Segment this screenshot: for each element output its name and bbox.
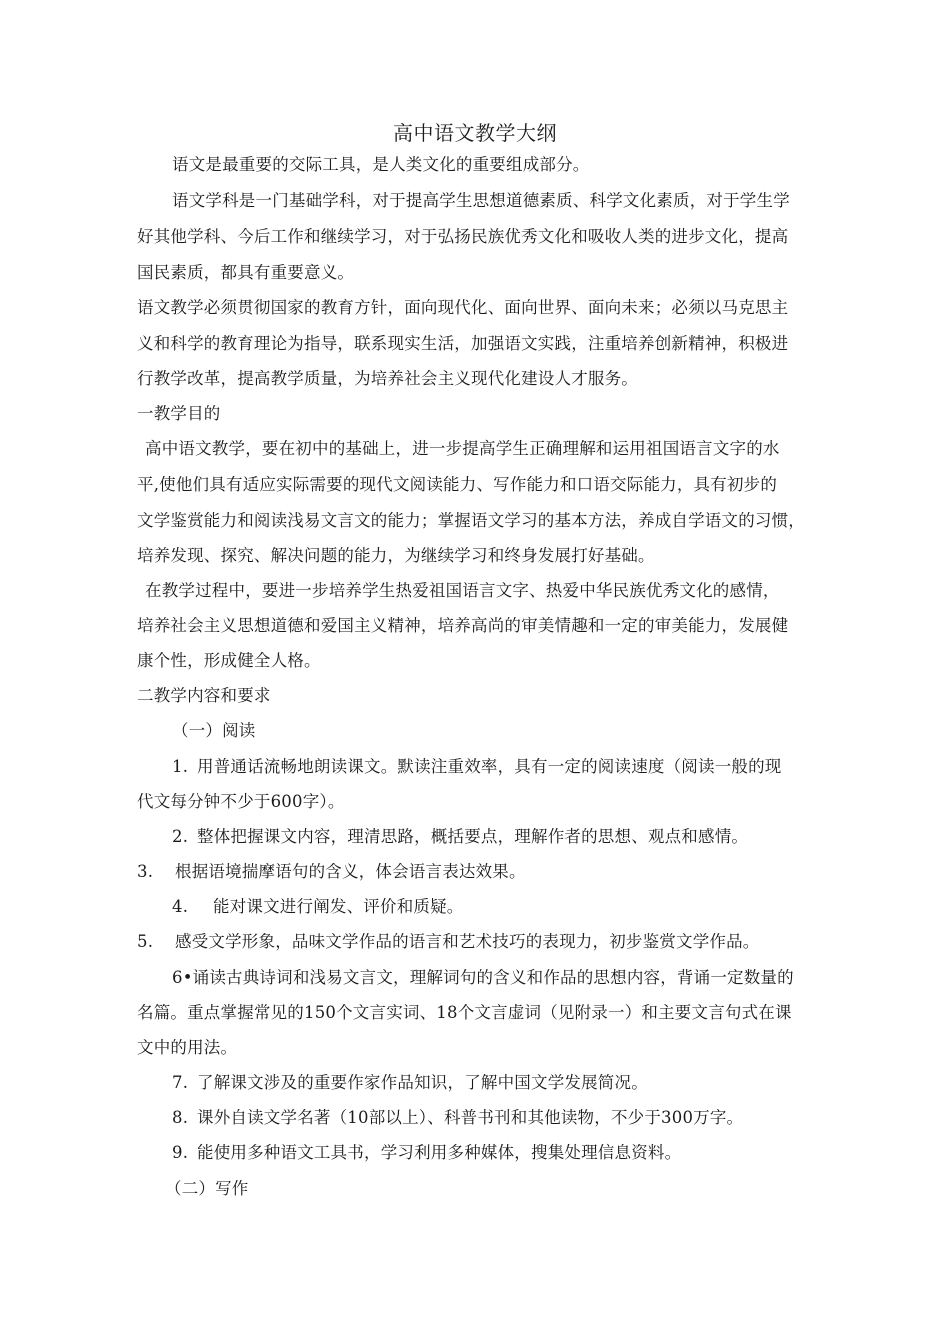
list-item-4: 能对课文进行阐发、评价和质疑。 (213, 897, 464, 916)
list-item-7-number: 7. (172, 1073, 189, 1092)
intro-paragraph-3-line-3: 行教学改革，提高教学质量，为培养社会主义现代化建设人才服务。 (137, 369, 638, 388)
intro-paragraph-3-line-1: 语文教学必须贯彻国家的教育方针，面向现代化、面向世界、面向未来；必须以马克思主 (137, 298, 789, 317)
intro-paragraph-3-line-2: 义和科学的教育理论为指导，联系现实生活，加强语文实践，注重培养创新精神，积极进 (137, 334, 789, 353)
list-item-9-number: 9. (172, 1143, 189, 1162)
intro-paragraph-2-line-1: 语文学科是一门基础学科，对于提高学生思想道德素质、科学文化素质，对于学生学 (172, 191, 790, 210)
list-item-1-number: 1. (172, 757, 189, 776)
section-1-paragraph-2-line-1: 在教学过程中，要进一步培养学生热爱祖国语言文字、热爱中华民族优秀文化的感情， (145, 581, 780, 600)
list-item-5-number: 5. (137, 932, 154, 951)
list-item-5: 感受文学形象，品味文学作品的语言和艺术技巧的表现力，初步鉴赏文学作品。 (175, 932, 760, 951)
list-item-8-number: 8. (172, 1108, 189, 1127)
list-item-3: 根据语境揣摩语句的含义，体会语言表达效果。 (175, 862, 526, 881)
section-1-paragraph-1-line-3: 文学鉴赏能力和阅读浅易文言文的能力；掌握语文学习的基本方法，养成自学语文的习惯， (137, 511, 805, 530)
list-item-1-line-1: 用普通话流畅地朗读课文。默读注重效率，具有一定的阅读速度（阅读一般的现 (197, 757, 782, 776)
intro-paragraph-2-line-2: 好其他学科、今后工作和继续学习，对于弘扬民族优秀文化和吸收人类的进步文化，提高 (137, 227, 789, 246)
list-item-6-line-3: 文中的用法。 (137, 1038, 238, 1057)
section-1-paragraph-2-line-3: 康个性，形成健全人格。 (137, 651, 321, 670)
list-item-9: 能使用多种语文工具书，学习利用多种媒体，搜集处理信息资料。 (197, 1143, 682, 1162)
section-1-paragraph-1-line-4: 培养发现、探究、解决问题的能力，为继续学习和终身发展打好基础。 (137, 546, 655, 565)
list-item-6-line-2: 名篇。重点掌握常见的150个文言实词、18个文言虚词（见附录一）和主要文言句式在课 (137, 1003, 792, 1022)
section-1-paragraph-1-line-2: 平,使他们具有适应实际需要的现代文阅读能力、写作能力和口语交际能力，具有初步的 (137, 475, 778, 494)
intro-paragraph-1: 语文是最重要的交际工具，是人类文化的重要组成部分。 (172, 155, 590, 174)
list-item-8: 课外自读文学名著（10部以上）、科普书刊和其他读物，不少于300万字。 (197, 1108, 744, 1127)
page-title: 高中语文教学大纲 (393, 121, 557, 145)
list-item-3-number: 3. (137, 862, 154, 881)
subsection-writing-heading: （二）写作 (165, 1179, 249, 1198)
section-1-paragraph-1-line-1: 高中语文教学，要在初中的基础上，进一步提高学生正确理解和运用祖国语言文字的水 (145, 439, 780, 458)
list-item-6-line-1: 6•诵读古典诗词和浅易文言文，理解词句的含义和作品的思想内容，背诵一定数量的 (172, 968, 794, 987)
section-2-heading: 二教学内容和要求 (137, 686, 271, 705)
intro-paragraph-2-line-3: 国民素质，都具有重要意义。 (137, 263, 355, 282)
section-1-heading: 一教学目的 (137, 404, 221, 423)
list-item-7: 了解课文涉及的重要作家作品知识，了解中国文学发展简况。 (197, 1073, 648, 1092)
list-item-2: 整体把握课文内容，理清思路，概括要点，理解作者的思想、观点和感情。 (197, 827, 749, 846)
subsection-reading-heading: （一）阅读 (172, 721, 256, 740)
list-item-2-number: 2. (172, 827, 189, 846)
list-item-1-line-2: 代文每分钟不少于600字）。 (137, 792, 345, 811)
section-1-paragraph-2-line-2: 培养社会主义思想道德和爱国主义精神，培养高尚的审美情趣和一定的审美能力，发展健 (137, 616, 789, 635)
list-item-4-number: 4. (172, 897, 189, 916)
